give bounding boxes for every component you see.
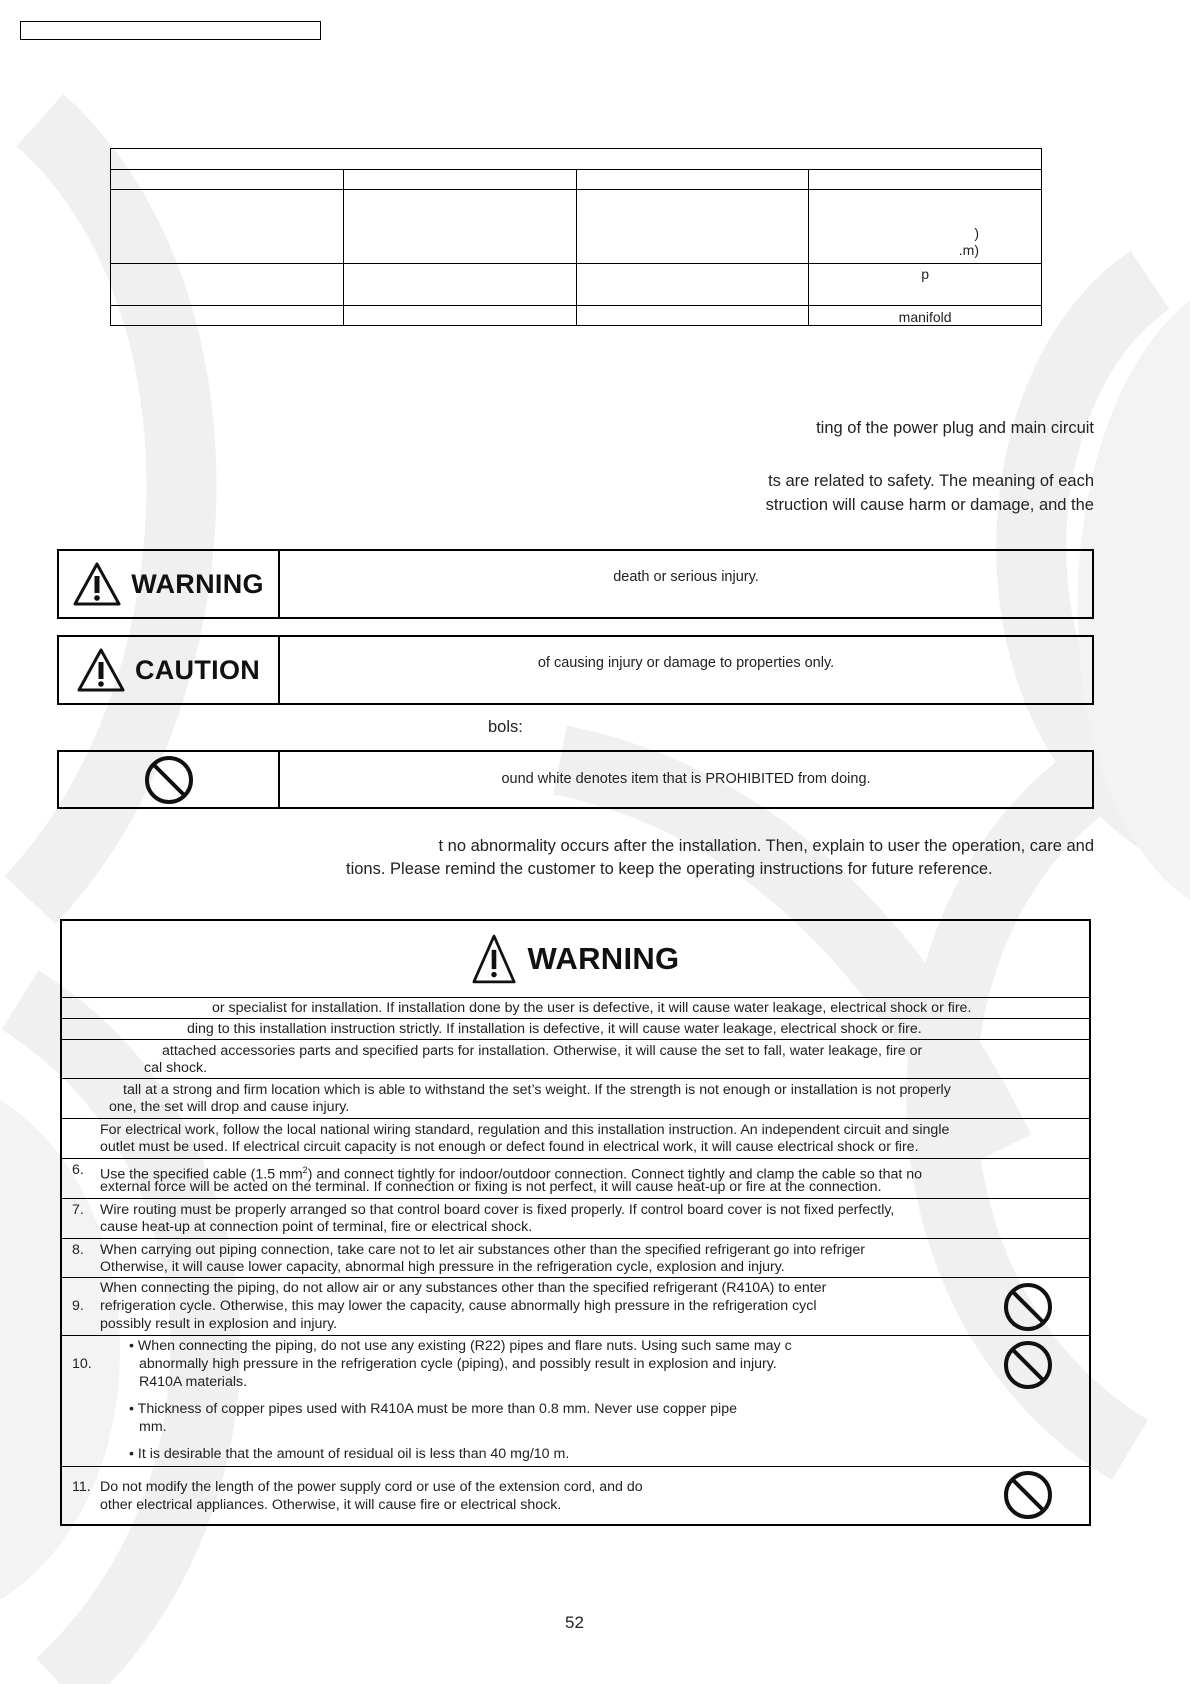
- page-number: 52: [565, 1613, 584, 1632]
- table-cell: [576, 264, 809, 306]
- prohibited-symbol-cell: [59, 752, 280, 807]
- after-install-line: t no abnormality occurs after the installation. Then, explain to user the operation, care and: [438, 837, 1094, 855]
- table-cell: [809, 170, 1042, 190]
- table-cell: [576, 306, 809, 326]
- warning-list-item: [62, 998, 1089, 1019]
- item-text: Do not modify the length of the power supply cord or use of the extension cord, and do: [100, 1479, 643, 1495]
- prohibited-icon: [144, 755, 194, 805]
- table-cell: [111, 306, 344, 326]
- item-text: refrigeration cycle. Otherwise, this may lower the capacity, cause abnormally high pressure in the refrigeration cycl: [100, 1298, 817, 1314]
- table-cell: [343, 190, 576, 264]
- prohibited-icon: [1003, 1470, 1053, 1520]
- tools-table-title-cell: [111, 149, 1042, 170]
- after-install-line: tions. Please remind the customer to keep the operating instructions for future reference.: [346, 860, 993, 878]
- warning-list-header: [62, 921, 1089, 998]
- table-cell: [343, 306, 576, 326]
- prohibited-icon: [1003, 1282, 1053, 1332]
- caution-symbol-box: [57, 635, 1094, 705]
- item-text: outlet must be used. If electrical circuit capacity is not enough or defect found in electrical work, it will cause electrical shock or fire.: [100, 1139, 919, 1155]
- warning-list-table: [60, 919, 1091, 1526]
- item-text: Wire routing must be properly arranged so that control board cover is fixed properly. If control board cover is not fixed perfectly,: [100, 1202, 895, 1218]
- item-text-part: Use the specified cable (1.5 mm: [100, 1166, 303, 1183]
- intro-line: ting of the power plug and main circuit: [816, 419, 1094, 437]
- warning-list-item: [62, 1119, 1089, 1159]
- header-box: [20, 21, 321, 40]
- item-text: ding to this installation instruction strictly. If installation is defective, it will cause water leakage, electrical shock or fire.: [187, 1021, 922, 1037]
- item-text: abnormally high pressure in the refrigeration cycle (piping), and possibly result in explosion and injury.: [139, 1356, 777, 1372]
- warning-list-item: [62, 1040, 1089, 1079]
- item-text: R410A materials.: [139, 1374, 248, 1390]
- table-cell: [111, 190, 344, 264]
- prohibited-icon: [1003, 1340, 1053, 1390]
- warning-triangle-icon: [472, 931, 516, 987]
- cell-text: manifold: [898, 309, 952, 325]
- item-text: other electrical appliances. Otherwise, it will cause fire or electrical shock.: [100, 1497, 562, 1513]
- table-cell: [343, 170, 576, 190]
- warning-list-item: [62, 1199, 1089, 1239]
- cell-text: p: [921, 266, 930, 282]
- table-cell: [111, 264, 344, 306]
- item-text: tall at a strong and firm location which is able to withstand the set’s weight. If the strength is not enough or installation is not properly: [123, 1082, 951, 1098]
- item-text: mm.: [139, 1419, 167, 1435]
- table-cell: [809, 306, 1042, 326]
- warning-list-item: [62, 1019, 1089, 1040]
- table-cell: [809, 264, 1042, 306]
- item-text: • Thickness of copper pipes used with R410A must be more than 0.8 mm. Never use copper pipe: [129, 1401, 737, 1417]
- intro-line: struction will cause harm or damage, and the: [765, 496, 1094, 514]
- item-text-part: ) and connect tightly for indoor/outdoor connection. Connect tightly and clamp the cable so that no: [307, 1166, 923, 1183]
- table-cell: [343, 264, 576, 306]
- item-text: cal shock.: [144, 1060, 208, 1076]
- warning-list-title: WARNING: [527, 941, 680, 976]
- item-text: When carrying out piping connection, take care not to let air substances other than the specified refrigerant go into refriger: [100, 1242, 865, 1258]
- item-text: • When connecting the piping, do not use any existing (R22) pipes and flare nuts. Using such same may c: [129, 1338, 792, 1354]
- warning-symbol-box: [57, 549, 1094, 619]
- item-text: external force will be acted on the terminal. If connection or fixing is not perfect, it will cause heat-up or fire at the connection.: [100, 1179, 882, 1195]
- table-cell: [576, 190, 809, 264]
- item-text: When connecting the piping, do not allow air or any substances other than the specified refrigerant (R410A) to enter: [100, 1280, 827, 1296]
- item-text: • It is desirable that the amount of residual oil is less than 40 mg/10 m.: [129, 1446, 570, 1462]
- item-text: one, the set will drop and cause injury.: [109, 1099, 350, 1115]
- warning-triangle-icon: [73, 561, 121, 607]
- warning-label: WARNING: [131, 568, 264, 599]
- item-text: Otherwise, it will cause lower capacity, abnormal high pressure in the refrigeration cycle, explosion and injury.: [100, 1259, 785, 1275]
- superscript: 2: [302, 1165, 308, 1175]
- table-cell: [809, 190, 1042, 264]
- item-number: 9.: [72, 1298, 84, 1314]
- intro-line: ts are related to safety. The meaning of each: [768, 472, 1094, 490]
- item-number: 7.: [72, 1202, 84, 1218]
- item-number: 11.: [72, 1479, 91, 1495]
- warning-list-item: [62, 1467, 1089, 1524]
- item-text: For electrical work, follow the local national wiring standard, regulation and this installation instruction. An independent circuit and single: [100, 1122, 950, 1138]
- warning-list-item: [62, 1239, 1089, 1278]
- item-number: 10.: [72, 1356, 92, 1372]
- tools-table: [110, 148, 1042, 326]
- warning-triangle-icon: [77, 647, 125, 693]
- table-cell: [576, 170, 809, 190]
- warning-list-item: [62, 1336, 1089, 1467]
- warning-list-item: [62, 1079, 1089, 1119]
- warning-list-item: [62, 1159, 1089, 1199]
- cell-text: ): [974, 225, 979, 241]
- item-number: 8.: [72, 1242, 84, 1258]
- table-cell: [111, 170, 344, 190]
- item-number: 6.: [72, 1162, 84, 1178]
- item-text: possibly result in explosion and injury.: [100, 1316, 338, 1332]
- prohibited-symbol-box: [57, 750, 1094, 809]
- cell-text: .m): [958, 242, 979, 258]
- warning-list-item: [62, 1278, 1089, 1336]
- item-text: cause heat-up at connection point of terminal, fire or electrical shock.: [100, 1219, 533, 1235]
- caution-symbol-cell: [59, 637, 280, 703]
- caution-label: CAUTION: [134, 654, 261, 685]
- warning-symbol-cell: [59, 551, 280, 617]
- warning-description: death or serious injury.: [613, 569, 759, 585]
- symbols-heading: bols:: [488, 718, 523, 736]
- item-text: attached accessories parts and specified parts for installation. Otherwise, it will cause the set to fall, water leakage, fire or: [162, 1043, 923, 1059]
- item-text: or specialist for installation. If installation done by the user is defective, it will cause water leakage, electrical shock or fire.: [212, 1000, 972, 1016]
- caution-description: of causing injury or damage to properties only.: [537, 655, 835, 671]
- prohibited-description: ound white denotes item that is PROHIBITED from doing.: [501, 771, 871, 787]
